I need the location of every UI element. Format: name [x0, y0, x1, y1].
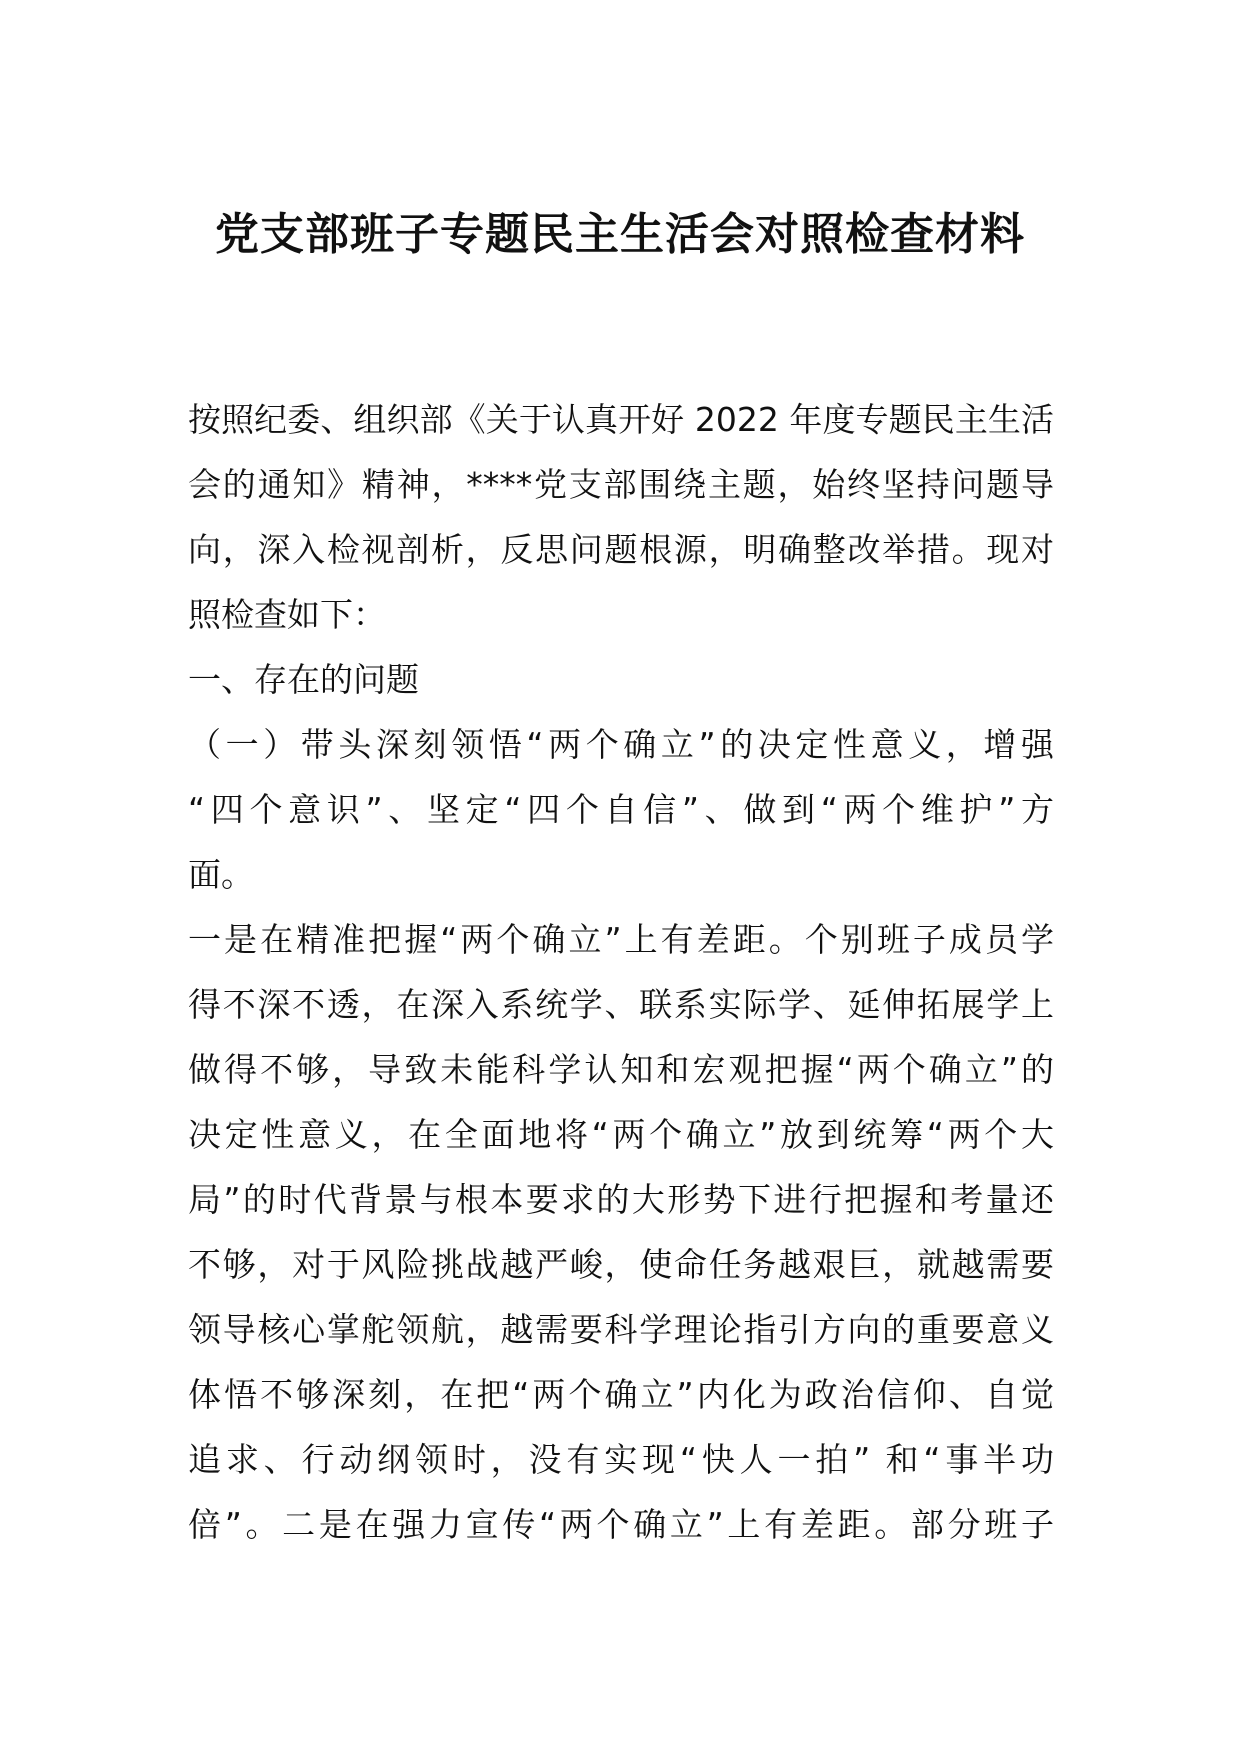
body-line: 领导核心掌舵领航，越需要科学理论指引方向的重要意义	[188, 1310, 1054, 1349]
body-line: 照检查如下：	[188, 595, 386, 634]
body-line: 一是在精准把握“两个确立”上有差距。个别班子成员学	[188, 920, 1054, 959]
subsection-heading-line: “四个意识”、坚定“四个自信”、做到“两个维护”方	[188, 790, 1054, 829]
body-line: 决定性意义，在全面地将“两个确立”放到统筹“两个大	[188, 1115, 1054, 1154]
body-line: 向，深入检视剖析，反思问题根源，明确整改举措。现对	[188, 530, 1054, 569]
body-line: 追求、行动纲领时，没有实现“快人一拍” 和“事半功	[188, 1440, 1054, 1479]
body-line: 做得不够，导致未能科学认知和宏观把握“两个确立”的	[188, 1050, 1054, 1089]
body-line: 按照纪委、组织部《关于认真开好 2022 年度专题民主生活	[188, 400, 1054, 439]
document-body	[188, 387, 1054, 1557]
section-heading: 一、存在的问题	[188, 660, 419, 699]
subsection-heading-line: （一）带头深刻领悟“两个确立”的决定性意义，增强	[188, 725, 1054, 764]
body-line: 体悟不够深刻，在把“两个确立”内化为政治信仰、自觉	[188, 1375, 1054, 1414]
body-line: 得不深不透，在深入系统学、联系实际学、延伸拓展学上	[188, 985, 1054, 1024]
body-line: 会的通知》精神，****党支部围绕主题，始终坚持问题导	[188, 465, 1054, 504]
subsection-heading-line: 面。	[188, 855, 254, 894]
document-title: 党支部班子专题民主生活会对照检查材料	[215, 209, 1025, 260]
body-line: 局”的时代背景与根本要求的大形势下进行把握和考量还	[188, 1180, 1054, 1219]
body-line: 倍”。二是在强力宣传“两个确立”上有差距。部分班子	[188, 1505, 1054, 1544]
body-line: 不够，对于风险挑战越严峻，使命任务越艰巨，就越需要	[188, 1245, 1054, 1284]
